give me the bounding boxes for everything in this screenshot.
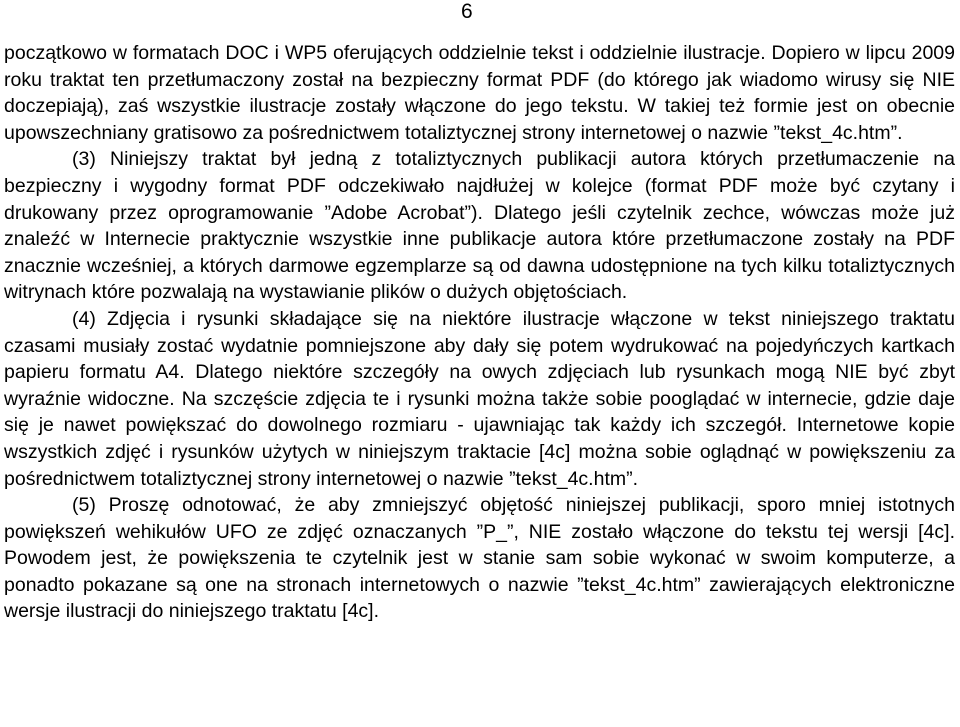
paragraph-5: (5) Proszę odnotować, że aby zmniejszyć objętość niniejszej publikacji, sporo mniej istotnych powiększeń wehikułów UFO ze zdjęć oznaczanych ”P_”, NIE zostało włączone do tekstu tej wersji [4c]. Powodem jest, że powiększenia te czytelnik jest w stanie sam sobie wykonać w swoim komputerze, a ponadto pokazane są one na stronach internetowych o nazwie ”tekst_4c.htm” zawierających elektroniczne wersje ilustracji do niniejszego traktatu [4c]. [4, 494, 955, 623]
body-text [4, 40, 955, 625]
paragraph-3: (3) Niniejszy traktat był jedną z totaliztycznych publikacji autora których przetłumaczenie na bezpieczny i wygodny format PDF odczekiwało najdłużej w kolejce (format PDF może być czytany i drukowany przez oprogramowanie ”Adobe Acrobat”). Dlatego jeśli czytelnik zechce, wówczas może już znaleźć w Internecie praktycznie wszystkie inne publikacje autora które przetłumaczone zostały na PDF znacznie wcześniej, a których darmowe egzemplarze są od dawna udostępnione na tych kilku totaliztycznych witrynach które pozwalają na wystawianie plików o dużych objętościach. [4, 148, 955, 304]
paragraph-continuation: początkowo w formatach DOC i WP5 oferujących oddzielnie tekst i oddzielnie ilustracje. Dopiero w lipcu 2009 roku traktat ten przetłumaczony został na bezpieczny format PDF (do którego jak wiadomo wirusy się NIE doczepiają), zaś wszystkie ilustracje zostały włączone do jego tekstu. W takiej też formie jest on obecnie upowszechniany gratisowo za pośrednictwem totaliztycznej strony internetowej o nazwie ”tekst_4c.htm”. [4, 42, 955, 144]
paragraph-4: (4) Zdjęcia i rysunki składające się na niektóre ilustracje włączone w tekst niniejszego traktatu czasami musiały zostać wydatnie pomniejszone aby dały się potem wydrukować na pojedyńczych kartkach papieru formatu A4. Dlatego niektóre szczegóły na owych zdjęciach lub rysunkach mogą NIE być zbyt wyraźnie widoczne. Na szczęście zdjęcia te i rysunki można także sobie pooglądać w internecie, gdzie daje się je nawet powiększać do dowolnego rozmiaru - ujawniając tak każdy ich szczegół. Internetowe kopie wszystkich zdjęć i rysunków użytych w niniejszym traktacie [4c] można sobie oglądnąć w powiększeniu za pośrednictwem totaliztycznej strony internetowej o nazwie ”tekst_4c.htm”. [4, 307, 955, 490]
page-number: 6 [461, 0, 473, 23]
